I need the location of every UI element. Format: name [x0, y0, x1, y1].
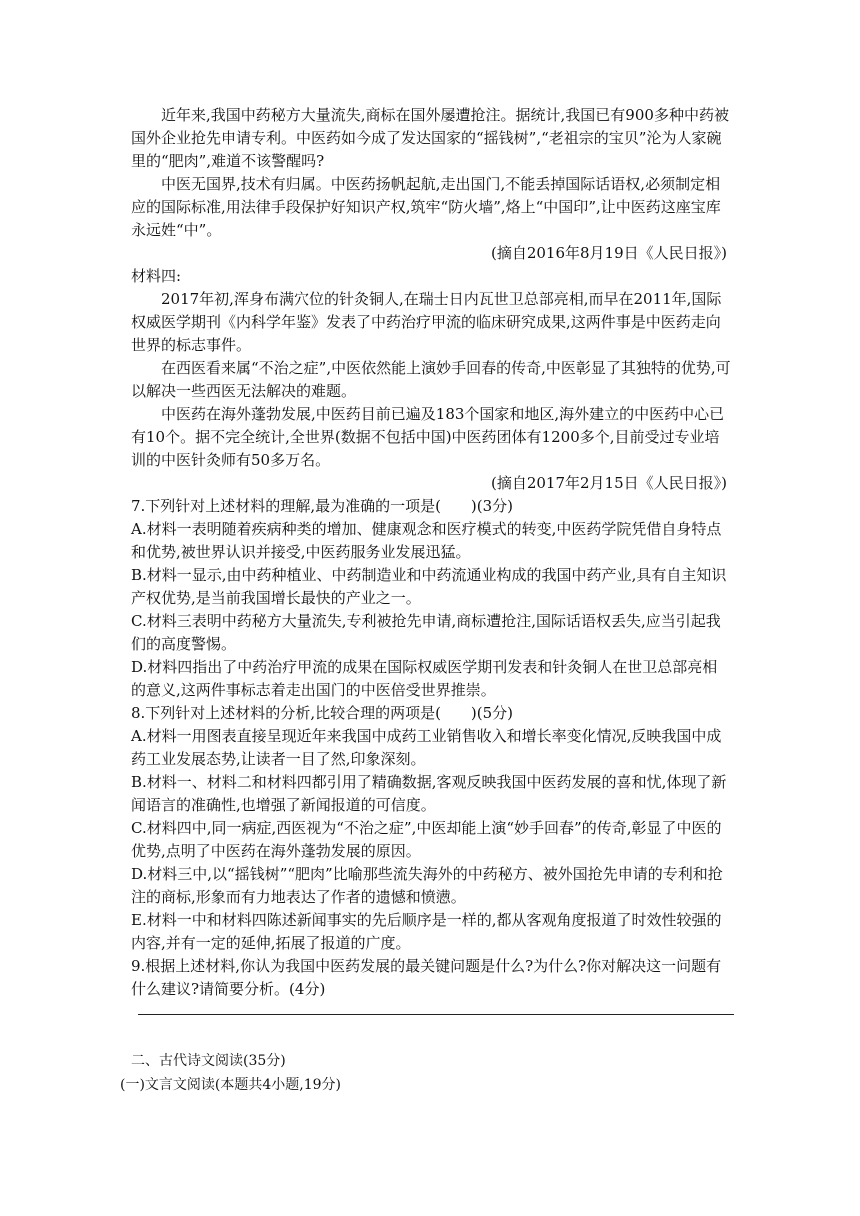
question-8-option-d: D.材料三中,以“摇钱树”“肥肉”比喻那些流失海外的中药秘方、被外国抢先申请的专利和抢注的商标,形象而有力地表达了作者的遗憾和愤懑。 [131, 865, 723, 906]
section-2-subtitle: (一)文言文阅读(本题共4小题,19分) [120, 1077, 342, 1093]
material3-paragraph-2: 中医无国界,技术有归属。中医药扬帆起航,走出国门,不能丢掉国际话语权,必须制定相应的国际标准,用法律手段保护好知识产权,筑牢“防火墙”,烙上“中国印”,让中医药这座宝库永远姓“中”。 [131, 175, 721, 239]
question-7-stem: 7.下列针对上述材料的理解,最为准确的一项是( )(3分) [131, 497, 514, 515]
section-2-title: 二、古代诗文阅读(35分) [131, 1053, 286, 1069]
question-7-option-b: B.材料一显示,由中药种植业、中药制造业和中药流通业构成的我国中药产业,具有自主知识产权优势,是当前我国增长最快的产业之一。 [131, 566, 727, 607]
question-7-option-d: D.材料四指出了中药治疗甲流的成果在国际权威医学期刊发表和针灸铜人在世卫总部亮相的意义,这两件事标志着走出国门的中医倍受世界推崇。 [131, 658, 718, 699]
question-7-option-c: C.材料三表明中药秘方大量流失,专利被抢先申请,商标遭抢注,国际话语权丢失,应当引起我们的高度警惕。 [131, 612, 721, 653]
question-7-option-a: A.材料一表明随着疾病种类的增加、健康观念和医疗模式的转变,中医药学院凭借自身特点和优势,被世界认识并接受,中医药服务业发展迅猛。 [131, 520, 722, 561]
question-8-option-c: C.材料四中,同一病症,西医视为“不治之症”,中医却能上演“妙手回春”的传奇,彰显了中医的优势,点明了中医药在海外蓬勃发展的原因。 [131, 819, 722, 860]
material4-heading: 材料四: [131, 267, 182, 285]
answer-line [138, 1014, 734, 1015]
question-8-option-e: E.材料一中和材料四陈述新闻事实的先后顺序是一样的,都从客观角度报道了时效性较强的内容,并有一定的延伸,拓展了报道的广度。 [131, 911, 722, 952]
material4-source: (摘自2017年2月15日《人民日报》) [490, 474, 727, 492]
material3-source: (摘自2016年8月19日《人民日报》) [490, 244, 727, 262]
material4-paragraph-1: 2017年初,浑身布满穴位的针灸铜人,在瑞士日内瓦世卫总部亮相,而早在2011年,国际权威医学期刊《内科学年鉴》发表了中药治疗甲流的临床研究成果,这两件事是中医药走向世界的标志事件。 [131, 290, 722, 354]
material4-paragraph-3: 中医药在海外蓬勃发展,中医药目前已遍及183个国家和地区,海外建立的中医药中心已有10个。据不完全统计,全世界(数据不包括中国)中医药团体有1200多个,目前受过专业培训的中医针灸师有50多万名。 [131, 405, 725, 469]
question-8-option-a: A.材料一用图表直接呈现近年来我国中成药工业销售收入和增长率变化情况,反映我国中成药工业发展态势,让读者一目了然,印象深刻。 [131, 727, 722, 768]
material4-paragraph-2: 在西医看来属“不治之症”,中医依然能上演妙手回春的传奇,中医彰显了其独特的优势,可以解决一些西医无法解决的难题。 [131, 359, 731, 400]
reading-content [131, 104, 731, 1001]
question-8-stem: 8.下列针对上述材料的分析,比较合理的两项是( )(5分) [131, 704, 514, 722]
question-9-stem: 9.根据上述材料,你认为我国中医药发展的最关键问题是什么?为什么?你对解决这一问题有什么建议?请简要分析。(4分) [131, 957, 722, 998]
question-8-option-b: B.材料一、材料二和材料四都引用了精确数据,客观反映我国中医药发展的喜和忧,体现了新闻语言的准确性,也增强了新闻报道的可信度。 [131, 773, 727, 814]
material3-paragraph-1: 近年来,我国中药秘方大量流失,商标在国外屡遭抢注。据统计,我国已有900多种中药被国外企业抢先申请专利。中医药如今成了发达国家的“摇钱树”,“老祖宗的宝贝”沦为人家碗里的“肥肉”,难道不该警醒吗? [131, 106, 729, 170]
